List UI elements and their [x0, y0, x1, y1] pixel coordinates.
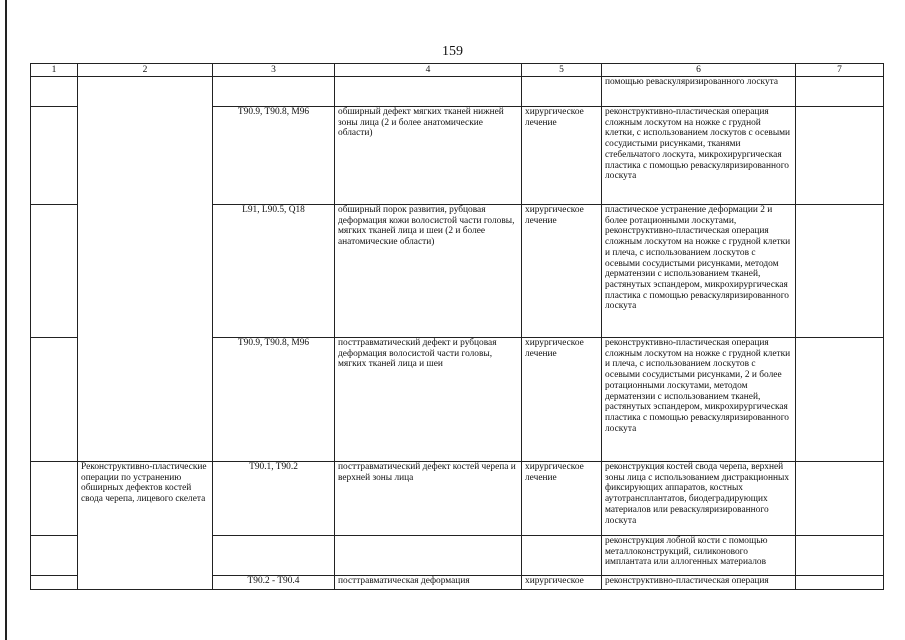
cell-treatment: хирургическое лечение — [522, 462, 602, 536]
cell-empty — [796, 107, 884, 205]
column-number-row — [31, 64, 884, 77]
cell-empty — [31, 107, 78, 205]
cell-method: реконструктивно-пластическая операция сложным лоскутом на ножке с грудной клетки, с использованием лоскутов с осевыми сосудистыми рисунками, тканями стебельчатого лоскута, микрохирургическая пластика с помощью реваскуляризированного лоскута — [602, 107, 796, 205]
cell-empty — [31, 77, 78, 107]
cell-empty — [796, 576, 884, 590]
column-number: 7 — [796, 64, 884, 77]
cell-codes: T90.9, T90.8, M96 — [213, 107, 335, 205]
cell-treatment: хирургическое — [522, 576, 602, 590]
cell-treatment: хирургическое лечение — [522, 338, 602, 462]
cell-method: реконструктивно-пластическая операция сложным лоскутом на ножке с грудной клетки и плеча, с использованием лоскутов с осевыми сосудистыми рисунками, 2 и более ротационными лоскутами, методом дерматензии с использованием тканей, растянутых эспандером, микрохирургическая пластика с помощью реваскуляризированного лоскута — [602, 338, 796, 462]
cell-method: помощью реваскуляризированного лоскута — [602, 77, 796, 107]
cell-treatment — [522, 536, 602, 576]
cell-model — [335, 536, 522, 576]
cell-empty — [796, 77, 884, 107]
cell-empty — [31, 462, 78, 536]
cell-method: пластическое устранение деформации 2 и более ротационными лоскутами, реконструктивно-пластическая операция сложным лоскутом на ножке с грудной клетки и плеча, с использованием лоскутов с осевыми сосудистыми рисунками, методом дерматензии с использованием тканей, растянутых эспандером, микрохирургическая пластика с помощью реваскуляризированного лоскута — [602, 205, 796, 338]
cell-method: реконструкция костей свода черепа, верхней зоны лица с использованием дистракционных фиксирующих аппаратов, костных аутотрансплантатов, биодеградирующих материалов или реваскуляризированного лоскута — [602, 462, 796, 536]
column-number: 5 — [522, 64, 602, 77]
cell-method: реконструктивно-пластическая операция — [602, 576, 796, 590]
page-number: 159 — [442, 44, 463, 59]
cell-empty — [796, 536, 884, 576]
medical-procedures-table — [30, 63, 884, 590]
cell-codes: L91, L90.5, Q18 — [213, 205, 335, 338]
cell-model: обширный порок развития, рубцовая деформация кожи волосистой части головы, мягких тканей лица и шеи (2 и более анатомические области) — [335, 205, 522, 338]
cell-treatment — [522, 77, 602, 107]
cell-codes: T90.1, T90.2 — [213, 462, 335, 536]
table-row — [31, 77, 884, 107]
cell-codes: T90.9, T90.8, M96 — [213, 338, 335, 462]
column-number: 6 — [602, 64, 796, 77]
column-number: 2 — [78, 64, 213, 77]
cell-empty — [796, 462, 884, 536]
cell-treatment: хирургическое лечение — [522, 107, 602, 205]
cell-group-name-continued — [78, 77, 213, 462]
cell-model: посттравматический дефект и рубцовая деформация волосистой части головы, мягких тканей лица и шеи — [335, 338, 522, 462]
cell-empty — [31, 205, 78, 338]
cell-group-name: Реконструктивно-пластические операции по устранению обширных дефектов костей свода черепа, лицевого скелета — [78, 462, 213, 590]
column-number: 1 — [31, 64, 78, 77]
cell-codes — [213, 77, 335, 107]
cell-empty — [31, 576, 78, 590]
column-number: 4 — [335, 64, 522, 77]
column-number: 3 — [213, 64, 335, 77]
cell-model: посттравматический дефект костей черепа и верхней зоны лица — [335, 462, 522, 536]
cell-empty — [31, 338, 78, 462]
cell-treatment: хирургическое лечение — [522, 205, 602, 338]
cell-empty — [796, 205, 884, 338]
cell-codes: T90.2 - T90.4 — [213, 576, 335, 590]
page-left-border — [5, 0, 7, 640]
cell-method: реконструкция лобной кости с помощью металлоконструкций, силиконового имплантата или аллогенных материалов — [602, 536, 796, 576]
table-row — [31, 462, 884, 536]
cell-model: обширный дефект мягких тканей нижней зоны лица (2 и более анатомические области) — [335, 107, 522, 205]
cell-model: посттравматическая деформация — [335, 576, 522, 590]
cell-model — [335, 77, 522, 107]
cell-empty — [796, 338, 884, 462]
cell-codes — [213, 536, 335, 576]
cell-empty — [31, 536, 78, 576]
